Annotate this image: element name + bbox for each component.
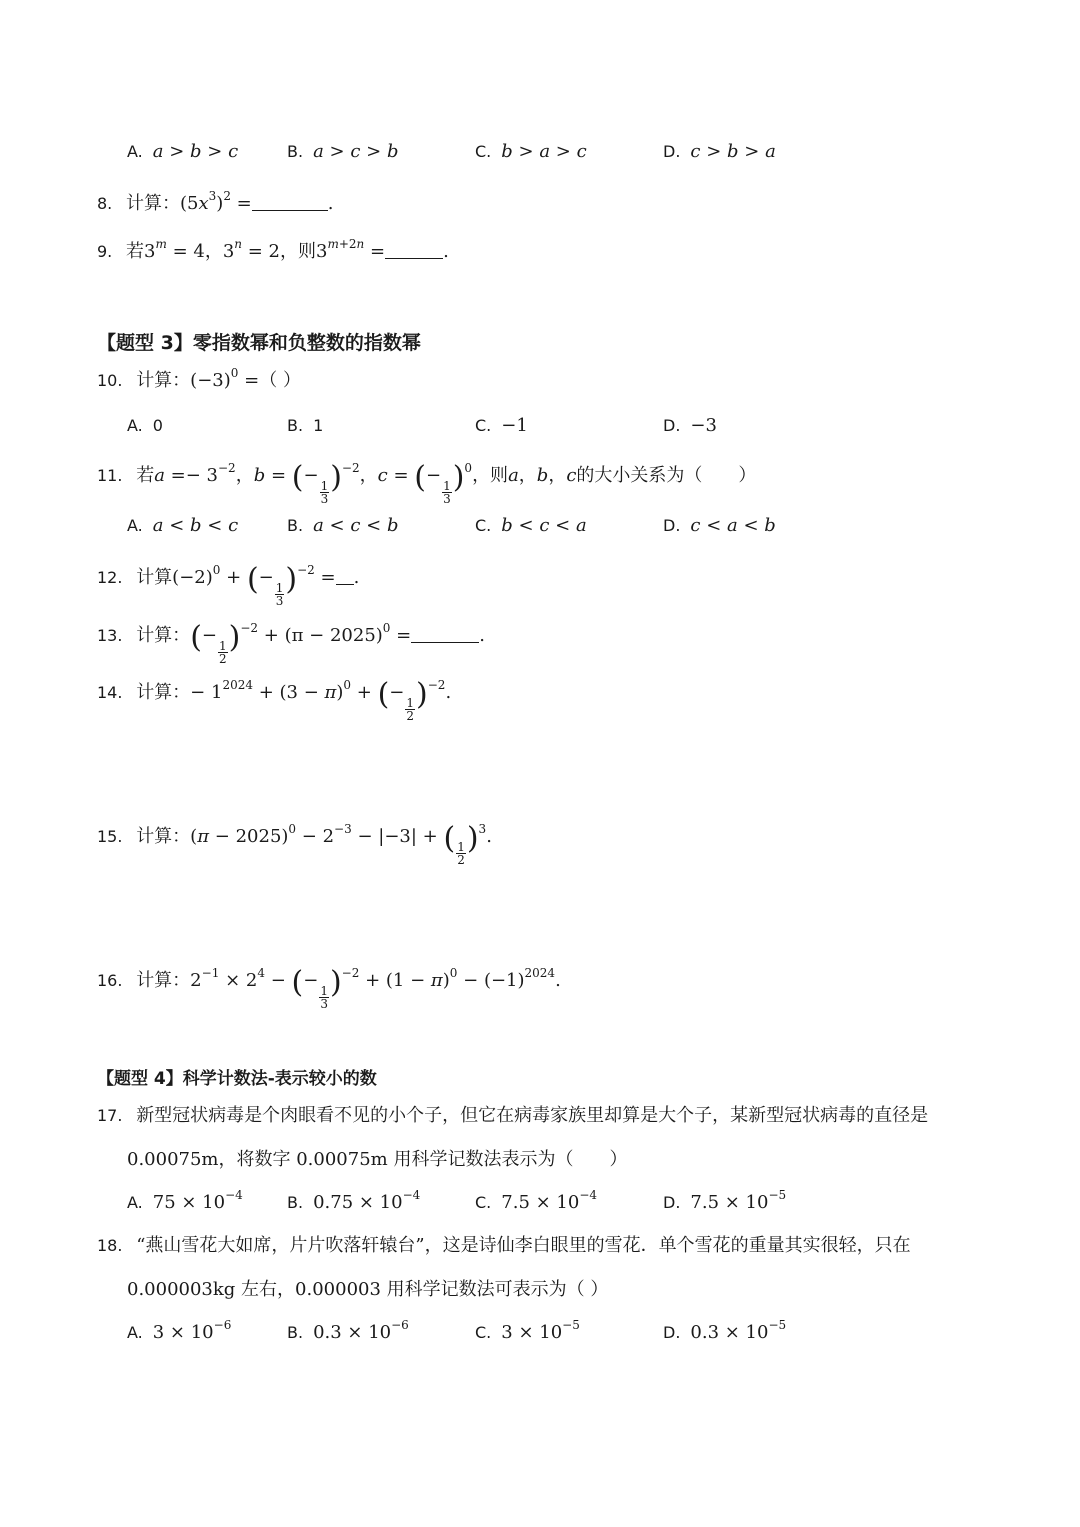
q11-option-b: B. a < c < b xyxy=(287,515,399,536)
q17-option-c: C. $7.5 \times 10^{-4}$ xyxy=(475,1188,598,1213)
question-9: 9. 若$3^m = 4$，$3^n = 2$，则$3^{m+2n}$ = . xyxy=(97,237,449,262)
q10-option-a: A. 0 xyxy=(127,416,163,435)
q7-option-b: B. a > c > b xyxy=(287,141,399,162)
question-14: 14. 计算：− $1^{2024} + (3 - \pi)^0$ + (− $\frac{1}{2}$ )$^{-2}$. xyxy=(97,677,452,723)
q7-option-a: A. a > b > c xyxy=(127,141,239,162)
q7-option-d: D. c > b > a xyxy=(663,141,776,162)
answer-blank[interactable] xyxy=(385,242,443,259)
section-heading-4: 【题型 4】科学计数法-表示较小的数 xyxy=(97,1069,377,1089)
question-17-line-1: 17. 新型冠状病毒是个肉眼看不见的小个子，但它在病毒家族里却算是大个子，某新型冠状病毒的直径是 xyxy=(97,1105,929,1126)
answer-blank[interactable] xyxy=(411,626,479,643)
q10-option-c: C. −1 xyxy=(475,415,528,436)
question-18-line-2: 0.000003kg 左右，0.000003 用科学记数法可表示为（ ） xyxy=(127,1279,609,1300)
q10-option-d: D. −3 xyxy=(663,415,717,436)
question-17-line-2: 0.00075m，将数字 0.00075m 用科学记数法表示为（ ） xyxy=(127,1149,628,1170)
question-12: 12. 计算$(-2)^0$ + (− $\frac{1}{3}$ )$^{-2}$ = . xyxy=(97,562,360,608)
q10-option-b: B. 1 xyxy=(287,416,324,435)
q17-option-d: D. $7.5 \times 10^{-5}$ xyxy=(663,1188,787,1213)
question-16: 16. 计算：$2^{-1} \times 2^4$ − (− $\frac{1}{3}$ )$^{-2} + (1 - \pi)^0 - (-1)^{2024}$. xyxy=(97,965,561,1011)
answer-blank[interactable] xyxy=(336,568,354,585)
q11-option-c: C. b < c < a xyxy=(475,515,587,536)
section-heading-3: 【题型 3】零指数幂和负整数的指数幂 xyxy=(97,332,421,354)
question-11: 11. 若$a =- 3^{-2}$，b = (− $\frac{1}{3}$ )$^{-2}$，c = (− $\frac{1}{3}$ )$^0$，则a，b，c的大小关系为（ ） xyxy=(97,460,757,506)
question-15: 15. 计算：$(\pi - 2025)^0 - 2^{-3} - |-3|$ + ( $\frac{1}{2}$ )$^3$. xyxy=(97,821,492,867)
question-8: 8. 计算：$(5x^3)^2$ = . xyxy=(97,189,334,214)
question-18-line-1: 18. “燕山雪花大如席，片片吹落轩辕台”，这是诗仙李白眼里的雪花．单个雪花的重量其实很轻，只在 xyxy=(97,1235,911,1256)
q17-option-a: A. $75 \times 10^{-4}$ xyxy=(127,1188,243,1213)
question-13: 13. 计算：(− $\frac{1}{2}$ )$^{-2} + (\pi - 2025)^0$ = . xyxy=(97,620,485,666)
q17-option-b: B. $0.75 \times 10^{-4}$ xyxy=(287,1188,421,1213)
q18-option-d: D. $0.3 \times 10^{-5}$ xyxy=(663,1318,787,1343)
q11-option-a: A. a < b < c xyxy=(127,515,239,536)
question-10: 10. 计算：$(-3)^0$ =（ ） xyxy=(97,366,301,391)
q18-option-a: A. $3 \times 10^{-6}$ xyxy=(127,1318,232,1343)
q11-option-d: D. c < a < b xyxy=(663,515,776,536)
q18-option-b: B. $0.3 \times 10^{-6}$ xyxy=(287,1318,409,1343)
q7-option-c: C. b > a > c xyxy=(475,141,587,162)
answer-blank[interactable] xyxy=(252,194,328,211)
q18-option-c: C. $3 \times 10^{-5}$ xyxy=(475,1318,580,1343)
